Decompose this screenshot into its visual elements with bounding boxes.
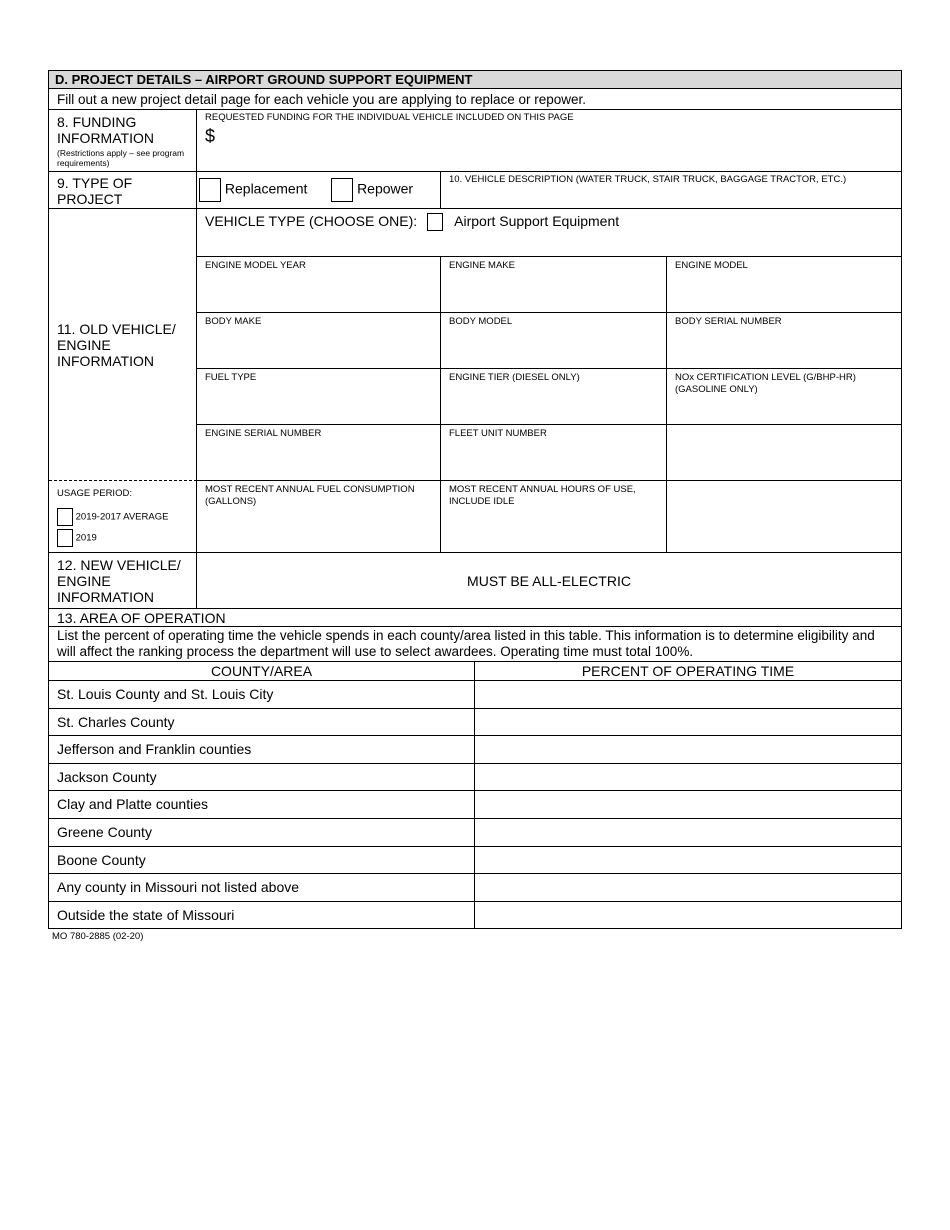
empty-cell (666, 424, 902, 481)
funding-amount-field[interactable] (196, 109, 902, 172)
area-row-percent-input[interactable] (474, 901, 902, 930)
body-serial-number-label: BODY SERIAL NUMBER (675, 316, 782, 327)
new-vehicle-requirement-cell (196, 552, 902, 609)
usage-period-group (57, 488, 168, 547)
airport-support-checkbox[interactable] (427, 213, 443, 231)
engine-make-field[interactable] (440, 256, 667, 313)
vehicle-description-field[interactable] (440, 171, 902, 209)
area-row-county: Any county in Missouri not listed above (48, 873, 475, 902)
empty-cell (666, 480, 902, 553)
engine-serial-number-label: ENGINE SERIAL NUMBER (205, 428, 322, 439)
section-instruction: Fill out a new project detail page for each vehicle you are applying to replace or repower. (48, 88, 902, 110)
fleet-unit-number-label: FLEET UNIT NUMBER (449, 428, 547, 439)
old-vehicle-label: 11. OLD VEHICLE/ ENGINE INFORMATION (57, 321, 176, 369)
area-row-percent-input[interactable] (474, 763, 902, 792)
usage-2019-label: 2019 (75, 532, 97, 544)
vehicle-type-row (196, 208, 902, 257)
vehicle-type-option: Airport Support Equipment (454, 213, 620, 229)
area-row-county: Clay and Platte counties (48, 790, 475, 819)
area-row-percent-input[interactable] (474, 873, 902, 902)
engine-model-field[interactable] (666, 256, 902, 313)
area-row-percent-input[interactable] (474, 680, 902, 709)
body-make-label: BODY MAKE (205, 316, 262, 327)
fuel-consumption-field[interactable] (196, 480, 441, 553)
currency-symbol: $ (205, 126, 216, 146)
usage-period-label: USAGE PERIOD: (57, 488, 132, 499)
area-row-county: Jackson County (48, 763, 475, 792)
area-row-county: St. Charles County (48, 708, 475, 737)
fuel-type-label: FUEL TYPE (205, 372, 257, 383)
old-vehicle-label-cell (48, 208, 197, 553)
section-title: D. PROJECT DETAILS – AIRPORT GROUND SUPPORT EQUIPMENT (48, 70, 902, 89)
funding-field-label: REQUESTED FUNDING FOR THE INDIVIDUAL VEHICLE INCLUDED ON THIS PAGE (205, 112, 574, 123)
engine-model-label: ENGINE MODEL (675, 260, 748, 271)
usage-2019-checkbox[interactable] (57, 529, 73, 547)
new-vehicle-label: 12. NEW VEHICLE/ ENGINE INFORMATION (57, 557, 181, 605)
hours-of-use-label: MOST RECENT ANNUAL HOURS OF USE, INCLUDE IDLE (449, 484, 636, 507)
area-row-percent-input[interactable] (474, 708, 902, 737)
engine-tier-field[interactable] (440, 368, 667, 425)
project-type-label-cell (48, 171, 197, 209)
usage-avg-label: 2019-2017 AVERAGE (75, 511, 169, 523)
body-model-field[interactable] (440, 312, 667, 369)
engine-make-label: ENGINE MAKE (449, 260, 515, 271)
area-instruction: List the percent of operating time the vehicle spends in each county/area listed in this table. This information is to determine eligibility and will affect the ranking process the department will use to select awardees. Operating time must total 100%. (48, 626, 902, 662)
new-vehicle-label-cell (48, 552, 197, 609)
area-row-percent-input[interactable] (474, 735, 902, 764)
vehicle-type-label: VEHICLE TYPE (CHOOSE ONE): (205, 213, 418, 229)
repower-label: Repower (357, 180, 414, 197)
usage-divider (49, 480, 197, 481)
area-row-county: Boone County (48, 846, 475, 875)
hours-of-use-field[interactable] (440, 480, 667, 553)
replacement-checkbox[interactable] (199, 178, 221, 202)
repower-checkbox[interactable] (331, 178, 353, 202)
engine-model-year-field[interactable] (196, 256, 441, 313)
engine-serial-number-field[interactable] (196, 424, 441, 481)
fleet-unit-number-field[interactable] (440, 424, 667, 481)
funding-restriction: (Restrictions apply – see program requirements) (57, 148, 185, 168)
area-label: 13. AREA OF OPERATION (48, 608, 902, 627)
usage-avg-checkbox[interactable] (57, 508, 73, 526)
fuel-consumption-label: MOST RECENT ANNUAL FUEL CONSUMPTION (GALLONS) (205, 484, 415, 507)
engine-model-year-label: ENGINE MODEL YEAR (205, 260, 306, 271)
funding-label-cell (48, 109, 197, 172)
column-header-county: COUNTY/AREA (48, 661, 475, 681)
body-make-field[interactable] (196, 312, 441, 369)
column-header-percent: PERCENT OF OPERATING TIME (474, 661, 902, 681)
replacement-label: Replacement (224, 180, 308, 197)
nox-level-field[interactable] (666, 368, 902, 425)
area-row-county: Outside the state of Missouri (48, 901, 475, 930)
fuel-type-field[interactable] (196, 368, 441, 425)
new-vehicle-requirement: MUST BE ALL-ELECTRIC (467, 572, 631, 589)
engine-tier-label: ENGINE TIER (DIESEL ONLY) (449, 372, 580, 383)
area-row-county: St. Louis County and St. Louis City (48, 680, 475, 709)
area-row-county: Greene County (48, 818, 475, 847)
vehicle-description-label: 10. VEHICLE DESCRIPTION (WATER TRUCK, STAIR TRUCK, BAGGAGE TRACTOR, ETC.) (449, 174, 847, 185)
body-model-label: BODY MODEL (449, 316, 513, 327)
project-type-label: 9. TYPE OF PROJECT (57, 175, 133, 207)
body-serial-number-field[interactable] (666, 312, 902, 369)
area-row-percent-input[interactable] (474, 790, 902, 819)
area-row-percent-input[interactable] (474, 846, 902, 875)
project-type-options (196, 171, 441, 209)
area-row-percent-input[interactable] (474, 818, 902, 847)
area-row-county: Jefferson and Franklin counties (48, 735, 475, 764)
funding-label: 8. FUNDING INFORMATION (57, 114, 154, 146)
form-number: MO 780-2885 (02-20) (52, 931, 144, 942)
nox-level-label: NOx CERTIFICATION LEVEL (G/BHP-HR) (GASOLINE ONLY) (675, 372, 856, 395)
